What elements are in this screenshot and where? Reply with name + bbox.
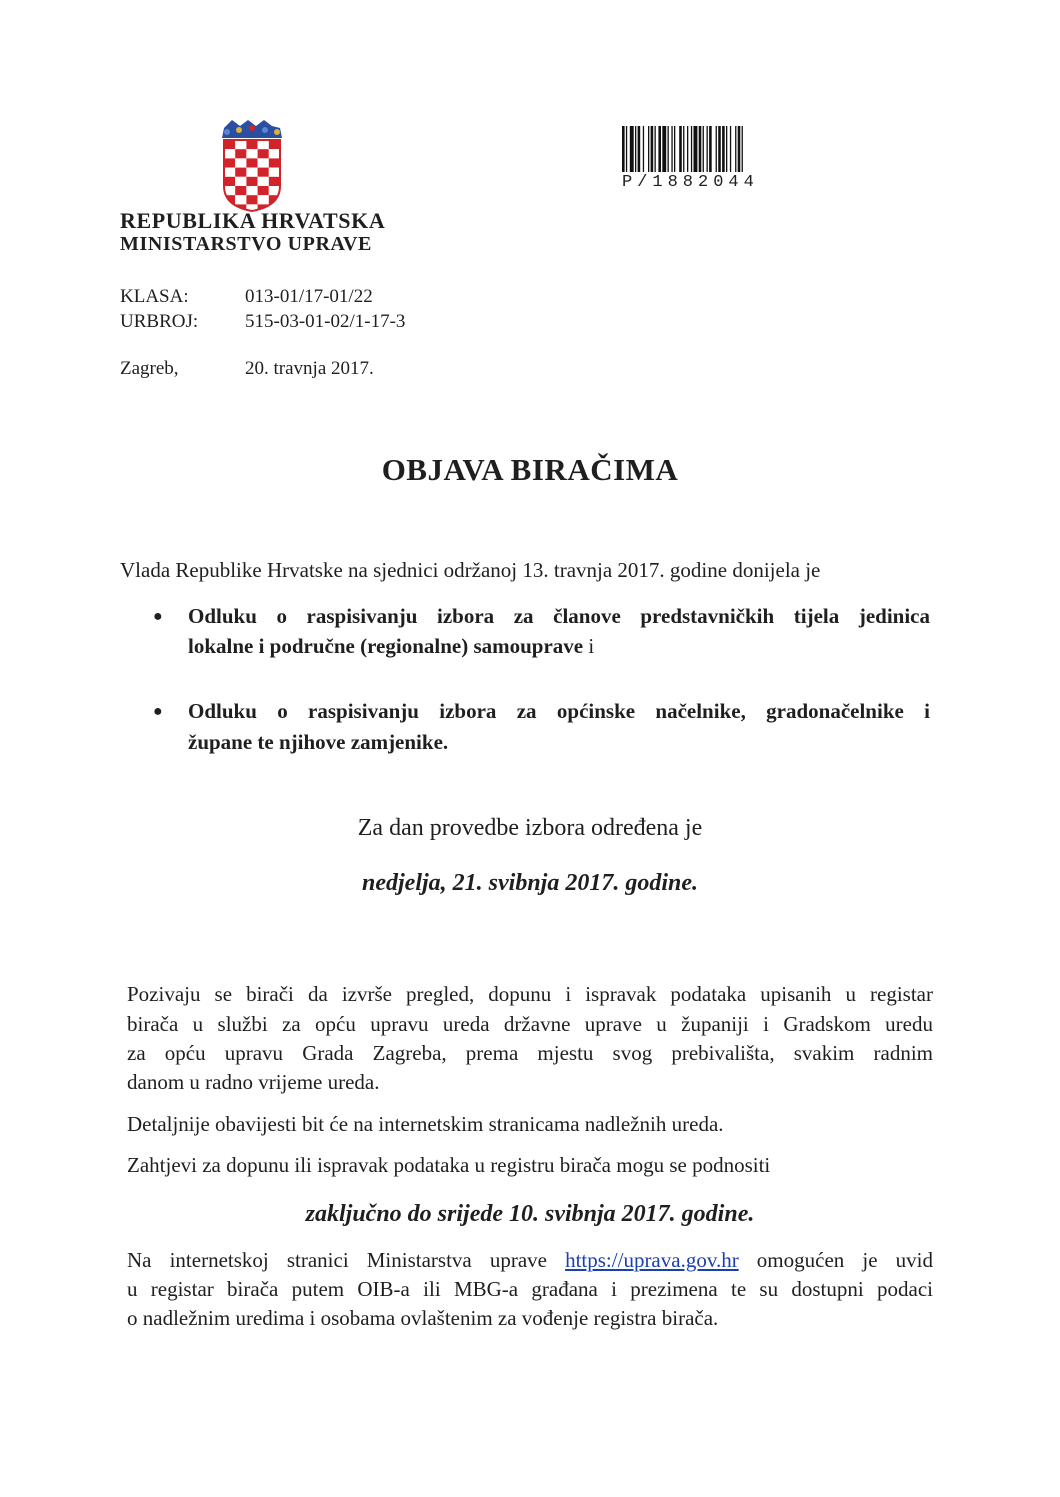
paragraph-4-line-1 <box>127 1245 933 1275</box>
paragraph-4-line-3: o nadležnim uredima i osobama ovlaštenim za vođenje registra birača. <box>127 1306 719 1330</box>
election-date: nedjelja, 21. svibnja 2017. godine. <box>362 870 698 896</box>
barcode-number: P/1882044 <box>622 173 759 192</box>
intro-text: Vlada Republike Hrvatske na sjednici održanoj 13. travnja 2017. godine donijela je <box>120 558 821 582</box>
bullet-dot-icon: ● <box>153 703 163 720</box>
header-ministry: MINISTARSTVO UPRAVE <box>120 233 372 255</box>
urbroj-label: URBROJ: <box>120 311 199 332</box>
urbroj-value: 515-03-01-02/1-17-3 <box>245 311 406 332</box>
uprava-link[interactable]: https://uprava.gov.hr <box>565 1248 739 1272</box>
klasa-value: 013-01/17-01/22 <box>245 286 373 307</box>
election-intro: Za dan provedbe izbora određena je <box>357 815 703 841</box>
bullet-1-line-1: Odluku o raspisivanju izbora za članove predstavničkih tijela jedinica <box>188 604 930 628</box>
paragraph-4-line-2: u registar birača putem OIB-a ili MBG-a građana i prezimena te su dostupni podaci <box>127 1277 933 1301</box>
paragraph-1-line-1: Pozivaju se birači da izvrše pregled, dopunu i ispravak podataka upisanih u registar <box>127 982 933 1006</box>
paragraph-4-before-link: Na internetskoj stranici Ministarstva uprave <box>127 1248 566 1272</box>
klasa-label: KLASA: <box>120 286 189 307</box>
paragraph-1-line-2: birača u službi za opću upravu ureda državne uprave u županiji i Gradskom uredu <box>127 1012 933 1036</box>
bullet-1-tail: i <box>583 634 595 658</box>
paragraph-3: Zahtjevi za dopunu ili ispravak podataka u registru birača mogu se podnositi <box>127 1153 771 1177</box>
bullet-1-line-2 <box>188 631 594 661</box>
deadline: zaključno do srijede 10. svibnja 2017. godine. <box>305 1201 755 1227</box>
barcode-bars-icon <box>622 126 828 172</box>
place: Zagreb, <box>120 358 179 379</box>
bullet-dot-icon: ● <box>153 608 163 625</box>
paragraph-2: Detaljnije obavijesti bit će na internetskim stranicama nadležnih ureda. <box>127 1112 724 1136</box>
bullet-1-line-2-bold: lokalne i područne (regionalne) samouprave <box>188 634 584 658</box>
paragraph-4-after-link: omogućen je uvid <box>738 1248 933 1272</box>
coat-of-arms-icon <box>220 116 284 212</box>
bullet-2-line-1: Odluku o raspisivanju izbora za općinske načelnike, gradonačelnike i <box>188 699 930 723</box>
paragraph-1-line-4: danom u radno vrijeme ureda. <box>127 1070 380 1094</box>
paragraph-1-line-3: za opću upravu Grada Zagreba, prema mjestu svog prebivališta, svakim radnim <box>127 1041 933 1065</box>
header-republic: REPUBLIKA HRVATSKA <box>120 208 386 233</box>
barcode <box>622 126 828 192</box>
date: 20. travnja 2017. <box>245 358 374 379</box>
bullet-2-line-2: župane te njihove zamjenike. <box>188 730 449 754</box>
page-title: OBJAVA BIRAČIMA <box>381 452 679 487</box>
